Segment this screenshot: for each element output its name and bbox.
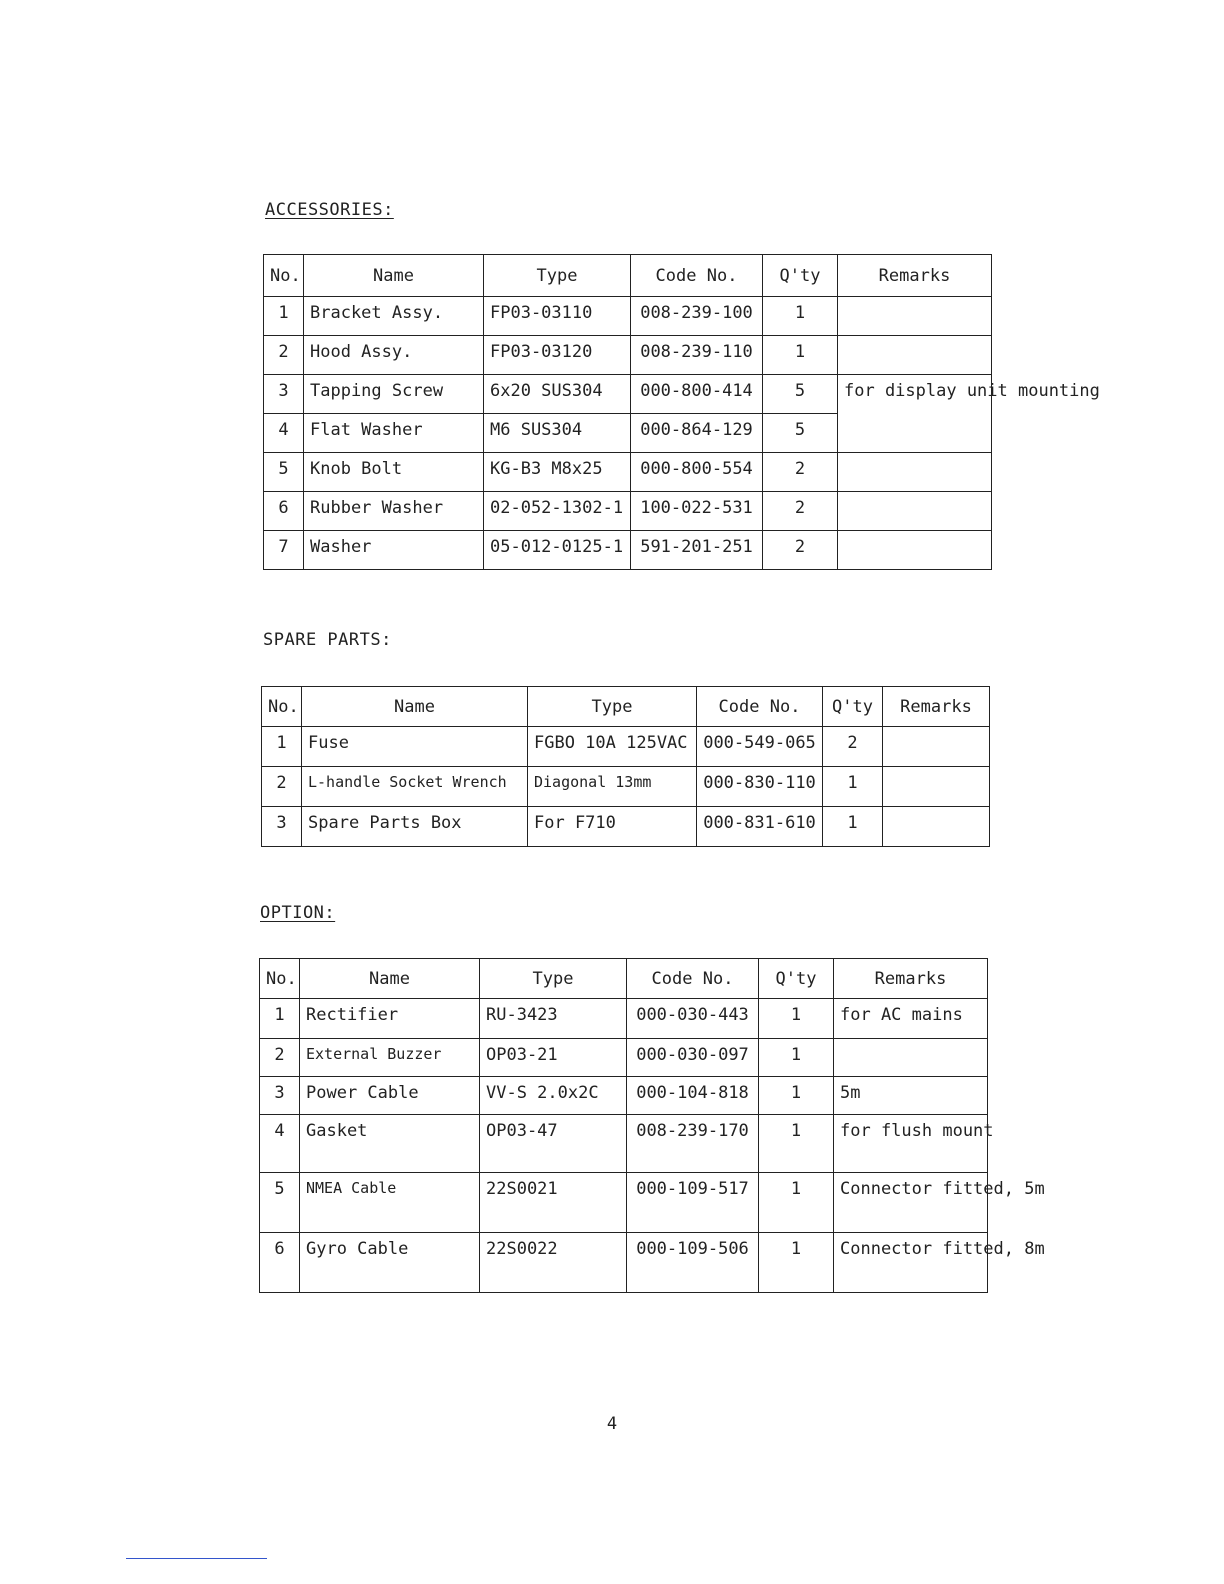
table-row: [264, 492, 992, 531]
col-remarks: Remarks: [883, 687, 990, 727]
cell-code: 000-800-554: [631, 453, 763, 492]
cell-remarks: [838, 453, 992, 492]
cell-remarks: [838, 336, 992, 375]
cell-name: Washer: [304, 531, 484, 570]
cell-qty: 1: [759, 1039, 834, 1077]
cell-name: Gyro Cable: [300, 1233, 480, 1293]
cell-type: 6x20 SUS304: [484, 375, 631, 414]
col-code: Code No.: [631, 255, 763, 297]
cell-name: Gasket: [300, 1115, 480, 1173]
col-type: Type: [528, 687, 697, 727]
cell-type: KG-B3 M8x25: [484, 453, 631, 492]
cell-name: External Buzzer: [300, 1039, 480, 1077]
accessories-table: [263, 254, 1100, 570]
table-row: [260, 1233, 988, 1293]
cell-remarks: [883, 807, 990, 847]
col-name: Name: [300, 959, 480, 999]
page-number: 4: [606, 1414, 618, 1434]
cell-no: 1: [260, 999, 300, 1039]
cell-type: Diagonal 13mm: [528, 767, 697, 807]
cell-no: 4: [260, 1115, 300, 1173]
cell-type: VV-S 2.0x2C: [480, 1077, 627, 1115]
cell-code: 591-201-251: [631, 531, 763, 570]
spare-parts-table: [261, 686, 990, 847]
accessories-heading: ACCESSORIES:: [265, 200, 394, 220]
cell-code: 008-239-170: [627, 1115, 759, 1173]
cell-qty: 1: [759, 1173, 834, 1233]
col-type: Type: [484, 255, 631, 297]
cell-type: 02-052-1302-1: [484, 492, 631, 531]
cell-no: 5: [264, 453, 304, 492]
spare-parts-heading: SPARE PARTS:: [263, 630, 392, 650]
col-remarks: Remarks: [834, 959, 988, 999]
cell-no: 3: [260, 1077, 300, 1115]
cell-type: RU-3423: [480, 999, 627, 1039]
table-header-row: [260, 959, 988, 999]
cell-qty: 5: [763, 414, 838, 453]
cell-no: 1: [264, 297, 304, 336]
cell-name: Rectifier: [300, 999, 480, 1039]
cell-type: FP03-03120: [484, 336, 631, 375]
cell-qty: 1: [823, 807, 883, 847]
table-row: [260, 1115, 988, 1173]
cell-no: 6: [260, 1233, 300, 1293]
cell-type: FP03-03110: [484, 297, 631, 336]
cell-type: For F710: [528, 807, 697, 847]
cell-qty: 1: [823, 767, 883, 807]
cell-name: NMEA Cable: [300, 1173, 480, 1233]
table-row: [264, 336, 992, 375]
cell-code: 000-800-414: [631, 375, 763, 414]
cell-code: 008-239-110: [631, 336, 763, 375]
cell-no: 7: [264, 531, 304, 570]
col-code: Code No.: [627, 959, 759, 999]
table-row: [260, 999, 988, 1039]
cell-name: L-handle Socket Wrench: [302, 767, 528, 807]
table-header-row: [264, 255, 992, 297]
cell-no: 5: [260, 1173, 300, 1233]
col-name: Name: [302, 687, 528, 727]
col-qty: Q'ty: [823, 687, 883, 727]
table-row: [262, 807, 990, 847]
cell-name: Hood Assy.: [304, 336, 484, 375]
cell-no: 4: [264, 414, 304, 453]
cell-remarks: 5m: [834, 1077, 988, 1115]
cell-name: Knob Bolt: [304, 453, 484, 492]
col-qty: Q'ty: [763, 255, 838, 297]
table-header-row: [262, 687, 990, 727]
table-row: [260, 1077, 988, 1115]
cell-remarks: for AC mains: [834, 999, 988, 1039]
cell-code: 000-831-610: [697, 807, 823, 847]
cell-qty: 2: [763, 453, 838, 492]
cell-remarks: for flush mount: [834, 1115, 988, 1173]
col-name: Name: [304, 255, 484, 297]
cell-code: 100-022-531: [631, 492, 763, 531]
col-code: Code No.: [697, 687, 823, 727]
cell-no: 3: [264, 375, 304, 414]
table-row: [260, 1039, 988, 1077]
table-row: [264, 531, 992, 570]
table-row: [262, 727, 990, 767]
footer-rule: [126, 1558, 267, 1559]
cell-qty: 5: [763, 375, 838, 414]
cell-name: Power Cable: [300, 1077, 480, 1115]
cell-type: 22S0021: [480, 1173, 627, 1233]
cell-no: 2: [264, 336, 304, 375]
cell-qty: 2: [763, 531, 838, 570]
cell-name: Rubber Washer: [304, 492, 484, 531]
col-no: No.: [264, 255, 304, 297]
cell-qty: 1: [759, 1115, 834, 1173]
col-remarks: Remarks: [838, 255, 992, 297]
cell-code: 000-030-097: [627, 1039, 759, 1077]
cell-remarks: [883, 727, 990, 767]
cell-qty: 1: [759, 1233, 834, 1293]
cell-code: 000-030-443: [627, 999, 759, 1039]
option-heading: OPTION:: [260, 903, 336, 923]
cell-no: 1: [262, 727, 302, 767]
col-type: Type: [480, 959, 627, 999]
cell-no: 3: [262, 807, 302, 847]
cell-name: Fuse: [302, 727, 528, 767]
cell-qty: 1: [763, 297, 838, 336]
cell-no: 2: [260, 1039, 300, 1077]
cell-remarks: [883, 767, 990, 807]
cell-code: 000-109-506: [627, 1233, 759, 1293]
cell-code: 000-109-517: [627, 1173, 759, 1233]
option-table: [259, 958, 1045, 1293]
cell-type: OP03-47: [480, 1115, 627, 1173]
col-qty: Q'ty: [759, 959, 834, 999]
cell-no: 2: [262, 767, 302, 807]
cell-code: 008-239-100: [631, 297, 763, 336]
cell-remarks: [838, 531, 992, 570]
col-no: No.: [260, 959, 300, 999]
cell-qty: 1: [759, 999, 834, 1039]
cell-remarks: Connector fitted, 8m: [834, 1233, 988, 1293]
cell-code: 000-104-818: [627, 1077, 759, 1115]
cell-type: OP03-21: [480, 1039, 627, 1077]
table-row: [264, 375, 992, 414]
cell-qty: 2: [763, 492, 838, 531]
cell-remarks: [838, 492, 992, 531]
cell-type: 22S0022: [480, 1233, 627, 1293]
cell-code: 000-864-129: [631, 414, 763, 453]
cell-code: 000-830-110: [697, 767, 823, 807]
table-row: [262, 767, 990, 807]
cell-name: Tapping Screw: [304, 375, 484, 414]
table-row: [264, 453, 992, 492]
cell-qty: 2: [823, 727, 883, 767]
cell-name: Spare Parts Box: [302, 807, 528, 847]
cell-type: 05-012-0125-1: [484, 531, 631, 570]
cell-remarks: [838, 297, 992, 336]
table-row: [264, 297, 992, 336]
cell-qty: 1: [763, 336, 838, 375]
cell-no: 6: [264, 492, 304, 531]
table-row: [260, 1173, 988, 1233]
cell-remarks: Connector fitted, 5m: [834, 1173, 988, 1233]
col-no: No.: [262, 687, 302, 727]
cell-name: Bracket Assy.: [304, 297, 484, 336]
cell-type: M6 SUS304: [484, 414, 631, 453]
cell-remarks: [834, 1039, 988, 1077]
cell-code: 000-549-065: [697, 727, 823, 767]
cell-qty: 1: [759, 1077, 834, 1115]
cell-remarks: for display unit mounting: [838, 375, 992, 453]
cell-name: Flat Washer: [304, 414, 484, 453]
cell-type: FGBO 10A 125VAC: [528, 727, 697, 767]
